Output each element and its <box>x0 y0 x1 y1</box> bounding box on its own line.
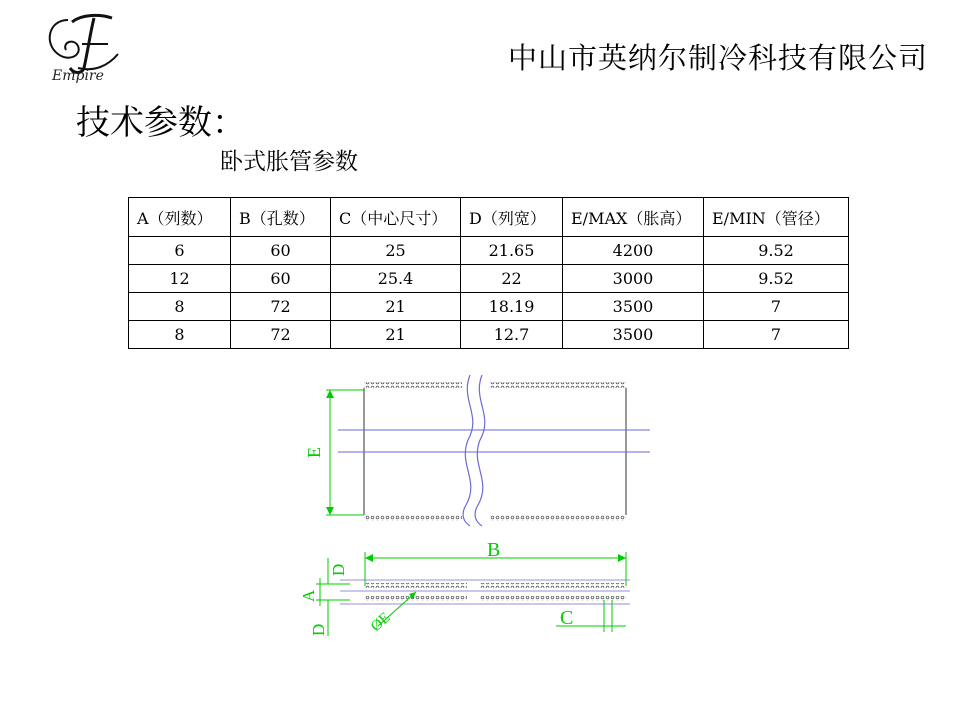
table-cell: 8 <box>129 293 231 321</box>
column-header: B（孔数） <box>231 198 331 237</box>
table-cell: 25 <box>331 237 461 265</box>
table-cell: 6 <box>129 237 231 265</box>
table-row <box>129 265 849 293</box>
table-cell: 8 <box>129 321 231 349</box>
logo-wordmark: Empire <box>52 68 104 84</box>
table-cell: 4200 <box>563 237 704 265</box>
column-header: C（中心尺寸） <box>331 198 461 237</box>
dim-c-label: C <box>560 607 574 629</box>
table-cell: 21 <box>331 293 461 321</box>
page-title: 技术参数： <box>76 103 246 143</box>
table-cell: 12.7 <box>461 321 563 349</box>
table-cell: 72 <box>231 293 331 321</box>
table-cell: 12 <box>129 265 231 293</box>
tube-expander-drawing <box>290 370 670 650</box>
table-cell: 60 <box>231 265 331 293</box>
fin-section-view <box>299 539 630 636</box>
table-cell: 9.52 <box>704 237 849 265</box>
table-row <box>129 293 849 321</box>
column-header: A（列数） <box>129 198 231 237</box>
bottom-knurl-strip <box>364 515 626 521</box>
table-cell: 9.52 <box>704 265 849 293</box>
table-row <box>129 321 849 349</box>
table-cell: 3000 <box>563 265 704 293</box>
company-name: 中山市英纳尔制冷科技有限公司 <box>507 41 928 75</box>
fin-row-2-left <box>365 596 467 601</box>
dim-d-bottom-label: D <box>309 623 328 636</box>
dim-e-label: E <box>304 447 324 458</box>
column-header: D（列宽） <box>461 198 563 237</box>
table-cell: 7 <box>704 293 849 321</box>
table-cell: 7 <box>704 321 849 349</box>
dim-phi-e-label: ØE <box>367 609 394 635</box>
parameter-table <box>128 197 849 349</box>
dim-a-label: A <box>299 589 318 602</box>
top-knurl-strip <box>364 382 626 388</box>
table-cell: 60 <box>231 237 331 265</box>
table-cell: 25.4 <box>331 265 461 293</box>
dim-b-label: B <box>487 539 501 561</box>
table-cell: 3500 <box>563 321 704 349</box>
table-row <box>129 237 849 265</box>
table-cell: 21.65 <box>461 237 563 265</box>
table-cell: 18.19 <box>461 293 563 321</box>
table-cell: 22 <box>461 265 563 293</box>
fin-row-1-right <box>480 583 626 588</box>
table-cell: 3500 <box>563 293 704 321</box>
column-header: E/MAX（胀高） <box>563 198 704 237</box>
table-cell: 72 <box>231 321 331 349</box>
dim-d-top-label: D <box>329 563 348 576</box>
fin-row-1-left <box>365 583 467 588</box>
section-subtitle: 卧式胀管参数 <box>220 149 358 175</box>
table-header-row <box>129 198 849 237</box>
table-cell: 21 <box>331 321 461 349</box>
tube-side-view <box>304 375 650 526</box>
column-header: E/MIN（管径） <box>704 198 849 237</box>
logo-monogram-icon <box>38 10 124 76</box>
